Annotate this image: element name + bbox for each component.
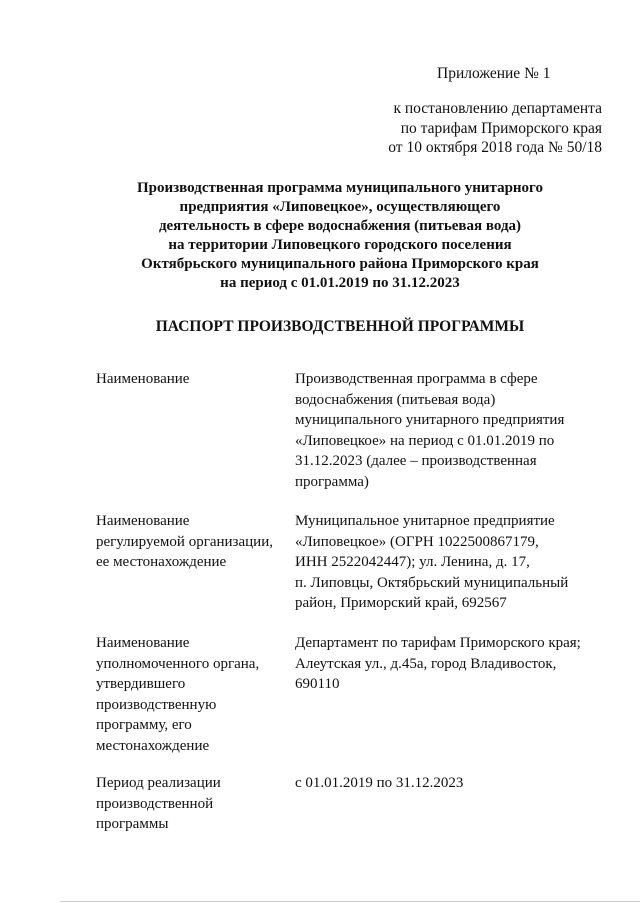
document-title bbox=[60, 179, 620, 293]
row-label-line: утвердившего bbox=[96, 676, 186, 692]
row-label bbox=[96, 633, 286, 756]
appendix-label: Приложение № 1 bbox=[437, 65, 551, 82]
row-label-line: ее местонахождение bbox=[96, 554, 227, 570]
title-line: на территории Липовецкого городского поселения bbox=[168, 237, 512, 253]
row-value-line: муниципального унитарного предприятия bbox=[295, 412, 565, 428]
row-label-line: Период реализации bbox=[96, 775, 221, 791]
row-label-line: регулируемой организации, bbox=[96, 533, 273, 550]
row-label bbox=[96, 369, 286, 390]
row-value-line: водоснабжения (питьевая вода) bbox=[295, 391, 496, 408]
title-line: на период с 01.01.2019 по 31.12.2023 bbox=[220, 275, 460, 291]
row-value-line: Муниципальное унитарное предприятие bbox=[295, 513, 555, 529]
row-value-line: с 01.01.2019 по 31.12.2023 bbox=[295, 775, 464, 791]
approval-line: к постановлению департамента bbox=[393, 100, 602, 117]
row-value-line: ИНН 2522042447); ул. Ленина, д. 17, bbox=[295, 554, 530, 570]
title-line: Октябрьского муниципального района Приморского края bbox=[141, 256, 539, 272]
row-label-line: программы bbox=[96, 816, 169, 832]
row-value-line: 690110 bbox=[295, 676, 340, 692]
approval-reference bbox=[362, 99, 602, 158]
title-line: Производственная программа муниципального унитарного bbox=[137, 180, 543, 196]
approval-line: от 10 октября 2018 года № 50/18 bbox=[388, 139, 602, 156]
row-label-line: Наименование bbox=[96, 635, 190, 651]
row-label-line: местонахождение bbox=[96, 737, 210, 754]
title-line: предприятия «Липовецкое», осуществляющего bbox=[179, 199, 501, 215]
row-value-line: Департамент по тарифам Приморского края; bbox=[295, 635, 581, 651]
row-value-line: «Липовецкое» на период с 01.01.2019 по bbox=[295, 432, 555, 449]
row-value bbox=[295, 369, 595, 492]
row-value-line: район, Приморский край, 692567 bbox=[295, 595, 507, 611]
row-label bbox=[96, 511, 286, 573]
row-value bbox=[295, 511, 595, 614]
row-label-line: производственную bbox=[96, 696, 217, 713]
row-label bbox=[96, 773, 286, 835]
row-label-line: Наименование bbox=[96, 371, 190, 387]
row-label-line: Наименование bbox=[96, 513, 190, 529]
row-value bbox=[295, 773, 595, 794]
row-label-line: уполномоченного органа, bbox=[96, 655, 260, 672]
row-value bbox=[295, 633, 595, 695]
row-value-line: Алеутская ул., д.45а, город Владивосток, bbox=[295, 655, 557, 672]
row-value-line: 31.12.2023 (далее – производственная bbox=[295, 453, 537, 469]
page-edge-divider bbox=[60, 901, 640, 902]
title-line: деятельность в сфере водоснабжения (питьевая вода) bbox=[158, 218, 522, 234]
row-label-line: производственной bbox=[96, 795, 214, 812]
row-value-line: программа) bbox=[295, 473, 369, 490]
row-label-line: программу, его bbox=[96, 717, 192, 733]
row-value-line: п. Липовцы, Октябрьский муниципальный bbox=[295, 574, 569, 591]
passport-heading: ПАСПОРТ ПРОИЗВОДСТВЕННОЙ ПРОГРАММЫ bbox=[155, 318, 525, 335]
approval-line: по тарифам Приморского края bbox=[400, 119, 602, 137]
row-value-line: «Липовецкое» (ОГРН 1022500867179, bbox=[295, 533, 539, 550]
row-value-line: Производственная программа в сфере bbox=[295, 371, 538, 387]
